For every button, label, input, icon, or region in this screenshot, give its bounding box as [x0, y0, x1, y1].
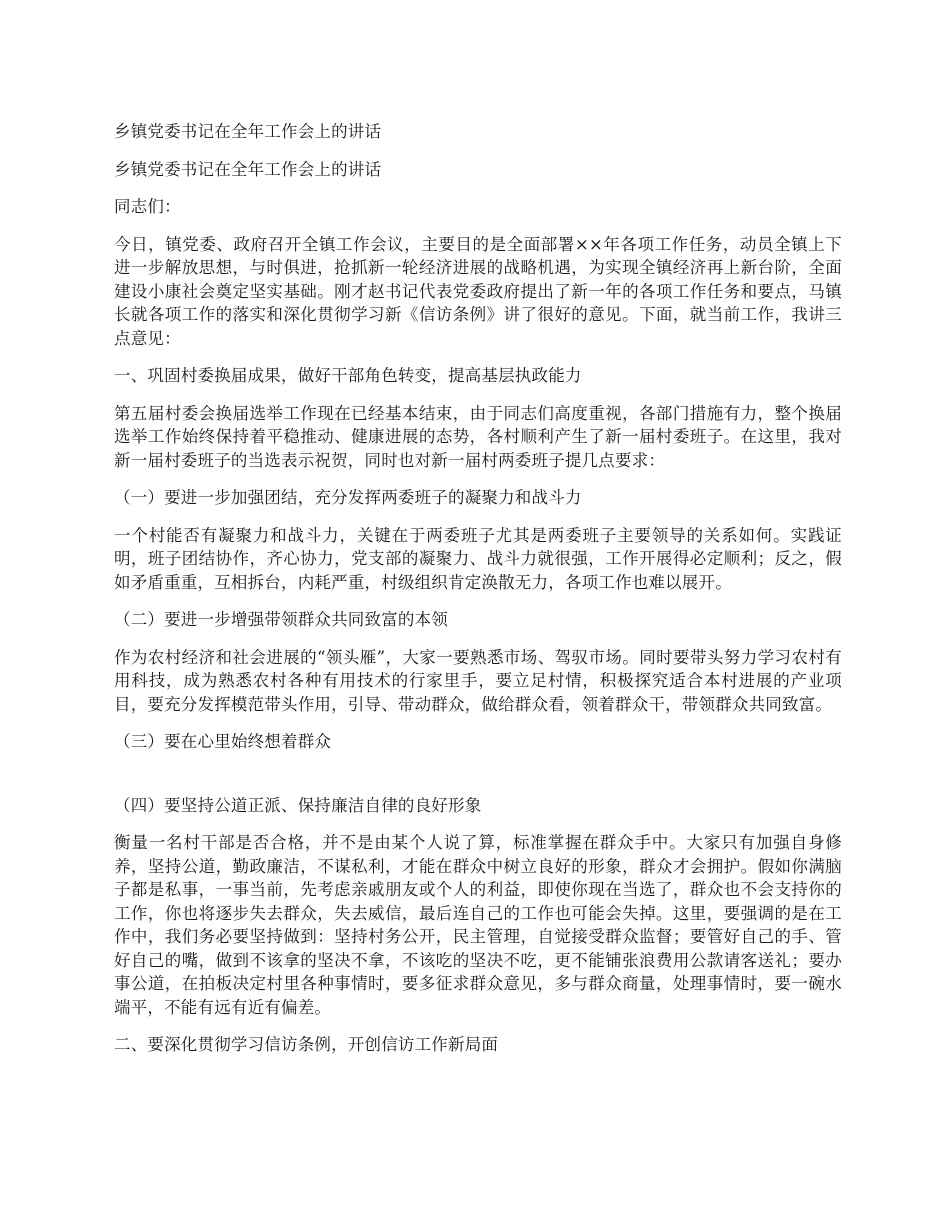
intro-paragraph: 今日，镇党委、政府召开全镇工作会议，主要目的是全面部署××年各项工作任务，动员全镇上下进一步解放思想，与时俱进，抢抓新一轮经济进展的战略机遇，为实现全镇经济再上新台阶，全面建设小康社会奠定坚实基础。刚才赵书记代表党委政府提出了新一年的各项工作任务和要点，马镇长就各项工作的落实和深化贯彻学习新《信访条例》讲了很好的意见。下面，就当前工作，我讲三点意见： — [114, 234, 842, 348]
document-title: 乡镇党委书记在全年工作会上的讲话 — [114, 122, 382, 141]
subheading-4-paragraph: 衡量一名村干部是否合格，并不是由某个人说了算，标准掌握在群众手中。大家只有加强自身修养，坚持公道，勤政廉洁，不谋私利，才能在群众中树立良好的形象，群众才会拥护。假如你满脑子都是私事，一事当前，先考虑亲戚朋友或个人的利益，即使你现在当选了，群众也不会支持你的工作，你也将逐步失去群众，失去威信，最后连自己的工作也可能会失掉。这里，要强调的是在工作中，我们务必要坚持做到：坚持村务公开，民主管理，自觉接受群众监督；要管好自己的手、管好自己的嘴，做到不该拿的坚决不拿，不该吃的坚决不吃，更不能铺张浪费用公款请客送礼；要办事公道，在拍板决定村里各种事情时，要多征求群众意见，多与群众商量，处理事情时，要一碗水端平，不能有远有近有偏差。 — [114, 833, 842, 1017]
section-heading-1: 一、巩固村委换届成果，做好干部角色转变，提高基层执政能力 — [114, 366, 582, 385]
subheading-1: （一）要进一步加强团结，充分发挥两委班子的凝聚力和战斗力 — [114, 488, 582, 507]
subheading-3: （三）要在心里始终想着群众 — [114, 732, 332, 751]
subheading-1-paragraph: 一个村能否有凝聚力和战斗力，关键在于两委班子尤其是两委班子主要领导的关系如何。实践证明，班子团结协作，齐心协力，党支部的凝聚力、战斗力就很强，工作开展得必定顺利；反之，假如矛盾重重，互相拆台，内耗严重，村级组织肯定涣散无力，各项工作也难以展开。 — [114, 525, 842, 592]
subheading-2: （二）要进一步增强带领群众共同致富的本领 — [114, 610, 448, 629]
document-page — [114, 120, 842, 1057]
subheading-4: （四）要坚持公道正派、保持廉洁自律的良好形象 — [114, 795, 482, 815]
section-heading-2: 二、要深化贯彻学习信访条例，开创信访工作新局面 — [114, 1035, 499, 1054]
greeting: 同志们： — [114, 197, 181, 216]
subheading-2-paragraph: 作为农村经济和社会进展的“领头雁”，大家一要熟悉市场、驾驭市场。同时要带头努力学习农村有用科技，成为熟悉农村各种有用技术的行家里手，要立足村情，积极探究适合本村进展的产业项目，要充分发挥模范带头作用，引导、带动群众，做给群众看，领着群众干，带领群众共同致富。 — [114, 647, 842, 714]
document-subtitle: 乡镇党委书记在全年工作会上的讲话 — [114, 159, 382, 179]
section-1-paragraph: 第五届村委会换届选举工作现在已经基本结束，由于同志们高度重视，各部门措施有力，整个换届选举工作始终保持着平稳推动、健康进展的态势，各村顺利产生了新一届村委班子。在这里，我对新一届村委班子的当选表示祝贺，同时也对新一届村两委班子提几点要求： — [114, 403, 842, 470]
